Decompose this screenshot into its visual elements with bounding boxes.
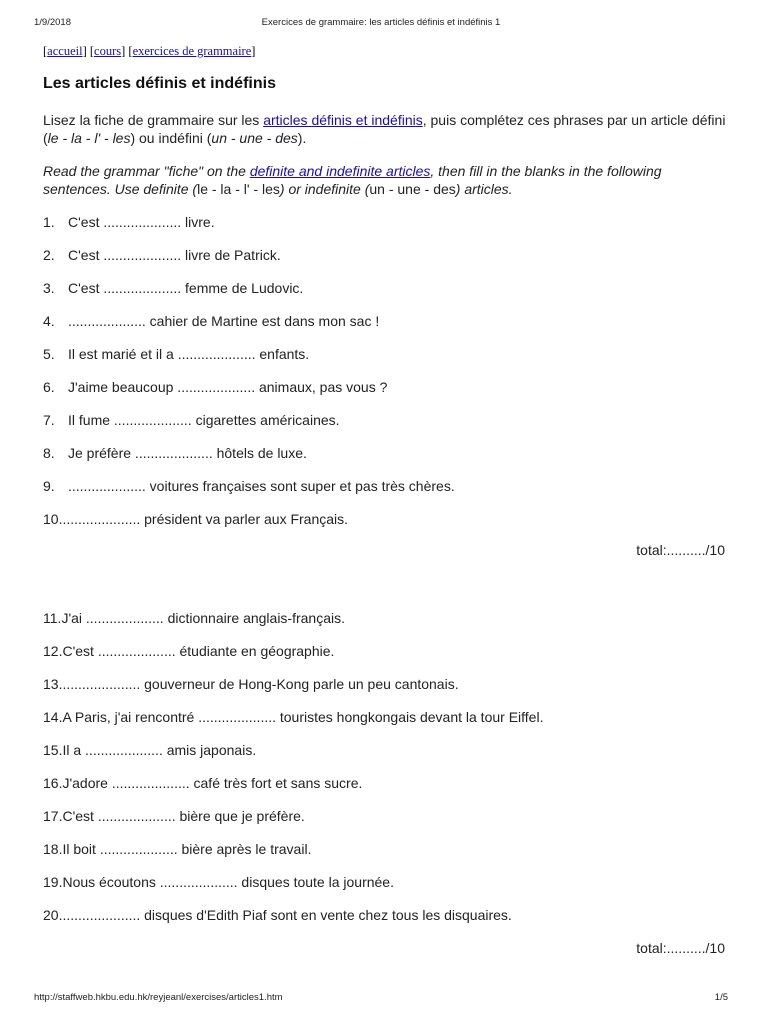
nav-link-cours[interactable]: cours [94,44,122,58]
exercise-list-2 [43,609,733,939]
score-total-1: total:........../10 [636,542,725,558]
print-page-title: Exercices de grammaire: les articles définis et indéfinis 1 [261,17,501,28]
nav-link-exercices[interactable]: exercices de grammaire [132,44,252,58]
nav-link-accueil[interactable]: accueil [47,44,83,58]
print-footer [34,992,728,1006]
instructions-english: Read the grammar "fiche" on the definite and indefinite articles, then fill in the blanks in the following sentences. Use definite (le - la - l' - les) or indefinite (un - une - des) articles. [43,163,662,197]
exercise-item: 3. C'est .................... femme de Ludovic. [43,280,304,296]
exercise-item: 11.J'ai .................... dictionnaire anglais-français. [43,610,346,626]
exercise-item: 15.Il a .................... amis japonais. [43,742,257,758]
exercise-item: 12.C'est .................... étudiante en géographie. [43,643,335,659]
exercise-item: 7. Il fume .................... cigarettes américaines. [43,412,340,428]
exercise-list-1 [43,213,733,543]
articles-link-en[interactable]: definite and indefinite articles [249,163,431,179]
exercise-item: 14.A Paris, j'ai rencontré .................... touristes hongkongais devant la tour Eiffel. [43,709,544,725]
exercise-item: 17.C'est .................... bière que je préfère. [43,808,305,824]
print-page-number: 1/5 [714,992,728,1003]
page-heading: Les articles définis et indéfinis [43,75,276,92]
exercise-item: 5. Il est marié et il a .................... enfants. [43,346,310,362]
print-header [34,17,728,31]
score-total-2: total:........../10 [636,940,725,956]
exercise-item: 6. J'aime beaucoup .................... animaux, pas vous ? [43,379,388,395]
instructions-french: Lisez la fiche de grammaire sur les articles définis et indéfinis, puis complétez ces phrases par un article défini (le - la - l' - les) ou indéfini (un - une - des). [43,112,726,146]
exercise-item: 10..................... président va parler aux Français. [43,511,349,527]
articles-link-fr[interactable]: articles définis et indéfinis [263,112,423,128]
exercise-item: 18.Il boit .................... bière après le travail. [43,841,312,857]
print-url: http://staffweb.hkbu.edu.hk/reyjeanl/exercises/articles1.htm [34,992,283,1003]
exercise-item: 13..................... gouverneur de Hong-Kong parle un peu cantonais. [43,676,459,692]
nav-links: [accueil] [cours] [exercices de grammaire] [43,44,256,58]
exercise-item: 20..................... disques d'Edith Piaf sont en vente chez tous les disquaires. [43,907,512,923]
exercise-item: 8. Je préfère .................... hôtels de luxe. [43,445,307,461]
exercise-item: 2. C'est .................... livre de Patrick. [43,247,281,263]
print-date: 1/9/2018 [34,17,71,28]
exercise-item: 9. .................... voitures françaises sont super et pas très chères. [43,478,455,494]
exercise-item: 19.Nous écoutons .................... disques toute la journée. [43,874,394,890]
exercise-item: 1. C'est .................... livre. [43,214,215,230]
exercise-item: 16.J'adore .................... café très fort et sans sucre. [43,775,363,791]
exercise-item: 4. .................... cahier de Martine est dans mon sac ! [43,313,380,329]
